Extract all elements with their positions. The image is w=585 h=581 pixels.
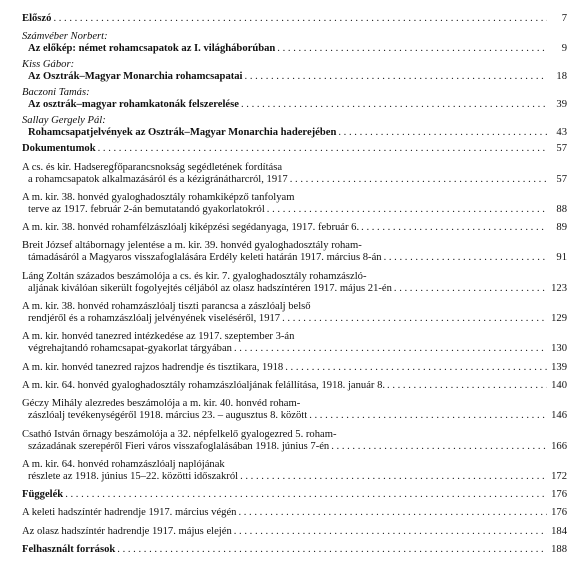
toc-entry (22, 544, 567, 556)
toc-entry (22, 362, 567, 374)
dot-leader (245, 71, 547, 83)
toc-page-number: 89 (556, 222, 567, 234)
toc-entry-line (22, 410, 567, 422)
toc-entry-title: Az osztrák–magyar rohamkatonák felszerelése (28, 99, 239, 111)
toc-entry-title: támadásáról a Magyaros visszafoglalására Erdély keleti határán 1917. március 8-án (28, 252, 382, 264)
toc-entry (22, 222, 567, 234)
toc-entry (22, 143, 567, 155)
toc-entry (22, 192, 567, 216)
dot-leader (234, 526, 547, 538)
toc-entry-line (22, 313, 567, 325)
toc-page-number: 88 (556, 203, 567, 215)
toc-author: Sallay Gergely Pál: (22, 115, 106, 127)
dot-leader (234, 343, 547, 355)
toc-entry-line (22, 380, 567, 392)
toc-page-number: 146 (551, 410, 567, 422)
toc-entry (22, 398, 567, 422)
toc-entry-text: Csathó István őrnagy beszámolója a 32. népfelkelő gyalogezred 5. roham- (22, 428, 337, 440)
toc-entry-line (22, 441, 567, 453)
toc-entry-title: Dokumentumok (22, 143, 96, 155)
dot-leader (267, 204, 547, 216)
toc-page-number: 176 (551, 507, 567, 519)
toc-page-number: 130 (551, 343, 567, 355)
toc-entry-line (22, 204, 567, 216)
toc-page-number: 57 (556, 173, 567, 185)
dot-leader (331, 441, 547, 453)
toc-entry-title: Felhasznált források (22, 544, 116, 556)
toc-entry (22, 459, 567, 483)
toc-entry-line (22, 489, 567, 501)
toc-entry-line (22, 507, 567, 519)
toc-entry-line (22, 13, 567, 25)
dot-leader (241, 99, 547, 111)
toc-entry (22, 301, 567, 325)
toc-author: Baczoni Tamás: (22, 87, 90, 99)
toc-entry-line (22, 43, 567, 55)
toc-entry-title: A m. kir. 64. honvéd gyaloghadosztály rohamzászlóaljának felállítása, 1918. január 8. (22, 379, 386, 391)
toc-page-number: 172 (551, 470, 567, 482)
dot-leader (290, 174, 547, 186)
toc-entry-line (22, 143, 567, 155)
toc-page-number: 140 (551, 379, 567, 391)
toc-entry-title: A keleti hadszíntér hadrendje 1917. március végén (22, 507, 237, 519)
toc-entry-text: Breit József altábornagy jelentése a m. kir. 39. honvéd gyaloghadosztály roham- (22, 240, 362, 252)
toc-page-number: 39 (556, 99, 567, 111)
toc-entry (22, 59, 567, 83)
dot-leader (117, 544, 547, 556)
toc-page-number: 188 (551, 544, 567, 556)
toc-entry-line (22, 362, 567, 374)
toc-page-number: 91 (556, 252, 567, 264)
toc-entry-line (22, 222, 567, 234)
toc-entry-line (22, 99, 567, 111)
toc-page-number: 9 (561, 43, 567, 55)
toc-entry (22, 489, 567, 501)
dot-leader (309, 410, 547, 422)
toc-entry-title: a rohamcsapatok alkalmazásáról és a kézigránátharcról, 1917 (28, 173, 288, 185)
toc-entry (22, 331, 567, 355)
toc-author: Kiss Gábor: (22, 59, 75, 71)
toc-entry-title: századának szerepéről Fieri város visszafoglalásában 1918. június 7-én (28, 440, 330, 452)
toc-page-number: 184 (551, 525, 567, 537)
toc-entry (22, 240, 567, 264)
toc-page-number: 139 (551, 361, 567, 373)
dot-leader (98, 143, 547, 155)
toc-entry-title: Az előkép: német rohamcsapatok az I. világháborúban (28, 43, 276, 55)
toc-entry (22, 526, 567, 538)
toc-page-number: 57 (556, 143, 567, 155)
toc-entry (22, 380, 567, 392)
toc-entry-line (22, 127, 567, 139)
toc-entry-line (22, 252, 567, 264)
dot-leader (282, 313, 547, 325)
toc-entry (22, 31, 567, 55)
toc-entry-line (22, 343, 567, 355)
toc-entry-title: zászlóalj tevékenységéről 1918. március 23. – augusztus 8. között (28, 410, 308, 422)
dot-leader (384, 252, 547, 264)
dot-leader (338, 127, 547, 139)
dot-leader (240, 471, 547, 483)
toc-entry-title: Előszó (22, 13, 52, 24)
dot-leader (53, 13, 547, 25)
toc-page-number: 18 (556, 71, 567, 83)
toc-entry-text: A m. kir. 64. honvéd rohamzászlóalj naplójának (22, 458, 225, 470)
toc-entry-title: A m. kir. honvéd tanezred rajzos hadrendje és tisztikara, 1918 (22, 361, 284, 373)
toc-entry-title: Az Osztrák–Magyar Monarchia rohamcsapatai (28, 71, 243, 83)
toc-entry-text: Géczy Mihály alezredes beszámolója a m. kir. 40. honvéd roham- (22, 398, 301, 410)
toc-page-number: 43 (556, 127, 567, 139)
dot-leader (238, 507, 547, 519)
toc-entry-line (22, 526, 567, 538)
toc-entry (22, 429, 567, 453)
toc-entry (22, 87, 567, 111)
dot-leader (277, 43, 547, 55)
toc-page-number: 129 (551, 313, 567, 325)
toc-entry-title: Rohamcsapatjelvények az Osztrák–Magyar Monarchia haderejében (28, 127, 337, 139)
dot-leader (361, 222, 547, 234)
toc-entry (22, 162, 567, 186)
toc-entry (22, 115, 567, 139)
toc-entry (22, 13, 567, 25)
toc-entry-line (22, 283, 567, 295)
toc-entry-text: A m. kir. honvéd tanezred intézkedése az 1917. szeptember 3-án (22, 331, 295, 343)
toc-page-number: 123 (551, 282, 567, 294)
dot-leader (285, 362, 547, 374)
toc-entry-title: Az olasz hadszíntér hadrendje 1917. május elején (22, 525, 232, 537)
toc-page-number: 166 (551, 440, 567, 452)
toc-entry-line (22, 174, 567, 186)
toc-entry-line (22, 544, 567, 556)
dot-leader (65, 489, 547, 501)
toc-entry-line (22, 71, 567, 83)
toc-entry-line (22, 471, 567, 483)
toc-entry (22, 271, 567, 295)
dot-leader (387, 380, 547, 392)
toc-page-number: 176 (551, 489, 567, 501)
toc-entry-title: aljának kiválóan sikerült fogolyejtés céljából az olasz hadszíntéren 1917. május 21-én (28, 282, 392, 294)
toc-entry-text: Láng Zoltán százados beszámolója a cs. és kir. 7. gyaloghadosztály rohamzászló- (22, 270, 367, 282)
toc-entry-text: A cs. és kir. Hadseregfőparancsnokság segédletének fordítása (22, 161, 283, 173)
toc-entry-title: A m. kir. 38. honvéd rohamfélzászlóalj kiképzési segédanyaga, 1917. február 6. (22, 222, 360, 234)
toc-page-number: 7 (561, 13, 567, 24)
toc-entry-title: rendjéről és a rohamzászlóalj jelvényének viseléséről, 1917 (28, 313, 281, 325)
toc-entry-title: terve az 1917. február 2-án bemutatandó gyakorlatokról (28, 203, 265, 215)
toc-entry-title: részlete az 1918. június 15–22. közötti időszakról (28, 470, 239, 482)
toc-entry-text: A m. kir. 38. honvéd gyaloghadosztály rohamkiképző tanfolyam (22, 191, 295, 203)
toc-entry-title: végrehajtandó rohamcsapat-gyakorlat tárgyában (28, 343, 232, 355)
toc-entry-text: A m. kir. 38. honvéd rohamzászlóalj tiszti parancsa a zászlóalj belső (22, 301, 311, 313)
toc-author: Számvéber Norbert: (22, 31, 108, 43)
toc-entry (22, 507, 567, 519)
toc-entry-title: Függelék (22, 489, 64, 501)
dot-leader (394, 283, 547, 295)
